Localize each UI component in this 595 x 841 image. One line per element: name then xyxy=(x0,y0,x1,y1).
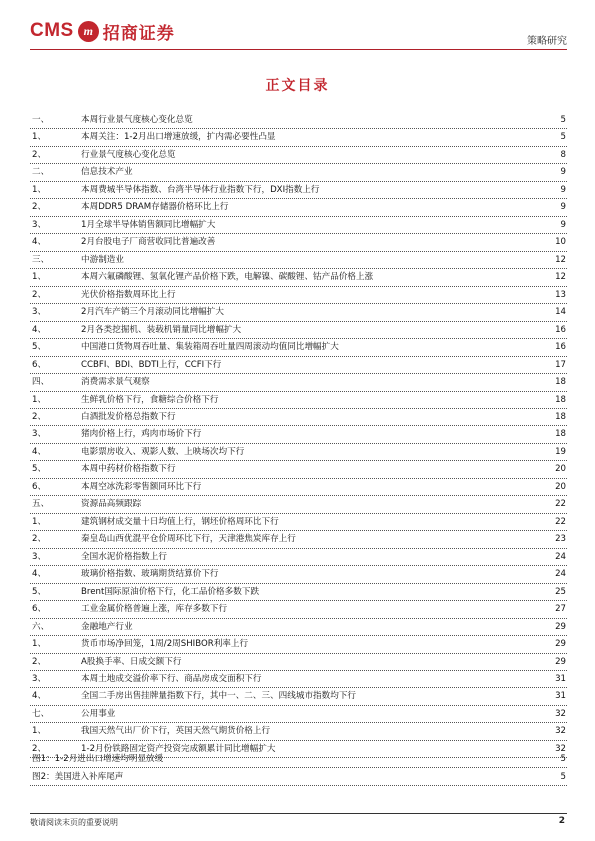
toc-entry-number: 六、 xyxy=(32,621,50,632)
toc-entry[interactable] xyxy=(30,252,567,269)
toc-entry-number: 4、 xyxy=(32,324,47,335)
figure-entry-page: 5 xyxy=(560,772,566,782)
toc-entry-page: 12 xyxy=(555,272,566,283)
toc-entry-title: 电影票房收入、观影人数、上映场次均下行 xyxy=(81,446,245,457)
toc-entry-page: 24 xyxy=(555,569,566,580)
toc-entry-title: 我国天然气出厂价下行，英国天然气期货价格上行 xyxy=(81,726,271,737)
toc-entry-number: 4、 xyxy=(32,691,47,702)
toc-entry[interactable] xyxy=(30,566,567,583)
toc-entry-title: A股换手率、日成交额下行 xyxy=(81,656,182,667)
footer-divider xyxy=(30,813,567,814)
toc-entry[interactable] xyxy=(30,723,567,740)
toc-entry-page: 32 xyxy=(555,726,566,737)
toc-entry-number: 2、 xyxy=(32,411,47,422)
toc-entry-page: 14 xyxy=(555,307,566,318)
toc-entry[interactable] xyxy=(30,234,567,251)
toc-entry-title: 货币市场净回笼，1周/2周SHIBOR利率上行 xyxy=(81,639,249,650)
figure-entry-title: 图2：美国进入补库尾声 xyxy=(32,772,124,782)
toc-entry-title: 本周DDR5 DRAM存储器价格环比上行 xyxy=(81,202,229,213)
toc-entry-number: 三、 xyxy=(32,254,50,265)
toc-entry-title: 本周行业景气度核心变化总览 xyxy=(81,115,193,125)
toc-entry-page: 8 xyxy=(560,149,566,160)
toc-entry-number: 3、 xyxy=(32,307,47,318)
toc-entry-title: 本周费城半导体指数、台湾半导体行业指数下行，DXI指数上行 xyxy=(81,184,320,195)
toc-entry-page: 32 xyxy=(555,708,566,719)
toc-entry[interactable] xyxy=(30,461,567,478)
toc-entry-page: 20 xyxy=(555,481,566,492)
toc-entry-number: 2、 xyxy=(32,289,47,300)
toc-entry-page: 13 xyxy=(555,289,566,300)
toc-entry-title: 中游制造业 xyxy=(81,254,124,265)
logo-badge-icon: m xyxy=(78,21,99,42)
toc-entry-title: 本周六氟磷酸锂、氢氧化锂产品价格下跌，电解镍、碳酸锂、钴产品价格上涨 xyxy=(81,272,374,283)
toc-entry-title: Brent国际原油价格下行，化工品价格多数下跌 xyxy=(81,586,260,597)
toc-entry-number: 1、 xyxy=(32,394,47,405)
toc-entry-title: 全国水泥价格指数上行 xyxy=(81,551,167,562)
toc-entry-number: 1、 xyxy=(32,132,47,143)
toc-entry-title: 2月汽车产销三个月滚动同比增幅扩大 xyxy=(81,307,224,318)
page-title: 正文目录 xyxy=(265,78,330,94)
toc-entry[interactable] xyxy=(30,217,567,234)
toc-entry-title: 资源品高频跟踪 xyxy=(81,499,142,510)
toc-entry-title: 白酒批发价格总指数下行 xyxy=(81,411,176,422)
toc-entry-number: 6、 xyxy=(32,481,47,492)
toc-entry-number: 1、 xyxy=(32,639,47,650)
toc-entry-title: 秦皇岛山西优混平仓价周环比下行，天津港焦炭库存上行 xyxy=(81,534,296,545)
toc-entry-number: 3、 xyxy=(32,674,47,684)
toc-entry-number: 五、 xyxy=(32,499,50,510)
toc-entry-page: 20 xyxy=(555,464,566,475)
toc-entry-number: 4、 xyxy=(32,569,47,580)
toc-entry-title: 2月各类挖掘机、装载机销量同比增幅扩大 xyxy=(81,324,242,335)
toc-entry-page: 9 xyxy=(560,184,566,195)
toc-entry-page: 31 xyxy=(555,674,566,684)
page-number: 2 xyxy=(558,816,565,826)
toc-entry-title: 中国港口货物周吞吐量、集装箱周吞吐量四周滚动均值同比增幅扩大 xyxy=(81,342,339,353)
toc-entry-number: 2、 xyxy=(32,656,47,667)
toc-entry[interactable] xyxy=(30,531,567,548)
toc-entry[interactable] xyxy=(30,636,567,653)
toc-entry-page: 9 xyxy=(560,167,566,178)
toc-entry[interactable] xyxy=(30,654,567,671)
toc-entry-number: 七、 xyxy=(32,708,50,719)
toc-entry-page: 23 xyxy=(555,534,566,545)
toc-entry[interactable] xyxy=(30,147,567,164)
toc-entry-title: 行业景气度核心变化总览 xyxy=(81,149,176,160)
toc-entry-page: 22 xyxy=(555,499,566,510)
toc-entry-title: 玻璃价格指数、玻璃期货结算价下行 xyxy=(81,569,219,580)
toc-entry-title: 金融地产行业 xyxy=(81,621,133,632)
toc-entry-title: 建筑钢材成交量十日均值上行，钢坯价格周环比下行 xyxy=(81,516,279,527)
figure-entry-title: 图1：1-2月进出口增速均明显放缓 xyxy=(32,754,164,764)
toc-entry[interactable] xyxy=(30,304,567,321)
toc-entry[interactable] xyxy=(30,409,567,426)
toc-entry[interactable] xyxy=(30,164,567,181)
logo-cms-text: CMS xyxy=(30,20,74,41)
toc-entry-page: 12 xyxy=(555,254,566,265)
toc-entry-number: 1、 xyxy=(32,516,47,527)
toc-entry-page: 18 xyxy=(555,394,566,405)
toc-entry-page: 24 xyxy=(555,551,566,562)
toc-entry-title: 2月台股电子厂商营收同比普遍改善 xyxy=(81,237,216,248)
footer-disclaimer: 敬请阅读末页的重要说明 xyxy=(30,818,118,827)
toc-entry-page: 9 xyxy=(560,219,566,230)
toc-entry-page: 16 xyxy=(555,324,566,335)
toc-entry-title: 工业金属价格普遍上涨，库存多数下行 xyxy=(81,604,228,615)
toc-entry-number: 2、 xyxy=(32,202,47,213)
toc-entry-title: 生鲜乳价格下行，食糖综合价格下行 xyxy=(81,394,219,405)
toc-entry[interactable] xyxy=(30,357,567,374)
toc-entry-number: 1、 xyxy=(32,726,47,737)
toc-entry-page: 29 xyxy=(555,639,566,650)
toc-entry-title: CCBFI、BDI、BDTI上行，CCFI下行 xyxy=(81,359,222,370)
toc-entry[interactable] xyxy=(30,549,567,566)
toc-entry[interactable] xyxy=(30,514,567,531)
toc-entry-title: 本周关注：1-2月出口增速放缓，扩内需必要性凸显 xyxy=(81,132,276,143)
toc-entry-number: 2、 xyxy=(32,743,47,754)
toc-entry-number: 1、 xyxy=(32,272,47,283)
toc-entry-number: 3、 xyxy=(32,551,47,562)
logo-company-name: 招商证券 xyxy=(102,23,175,44)
figure-entry-page: 5 xyxy=(560,754,566,764)
toc-entry-title: 光伏价格指数周环比上行 xyxy=(81,289,176,300)
toc-entry[interactable] xyxy=(30,601,567,618)
toc-entry-title: 1月全球半导体销售额同比增幅扩大 xyxy=(81,219,216,230)
toc-entry[interactable] xyxy=(30,706,567,723)
toc-entry[interactable] xyxy=(30,269,567,286)
toc-entry-page: 5 xyxy=(560,132,566,143)
toc-entry-title: 1-2月份铁路固定资产投资完成额累计同比增幅扩大 xyxy=(81,743,276,754)
toc-entry-number: 5、 xyxy=(32,342,47,353)
toc-entry[interactable] xyxy=(30,199,567,216)
toc-entry-title: 本周土地成交溢价率下行、商品房成交面积下行 xyxy=(81,674,262,684)
toc-entry-page: 29 xyxy=(555,621,566,632)
toc-entry[interactable] xyxy=(30,688,567,705)
toc-entry-page: 32 xyxy=(555,743,566,754)
toc-entry-number: 3、 xyxy=(32,429,47,440)
toc-entry[interactable] xyxy=(30,374,567,391)
toc-entry-page: 19 xyxy=(555,446,566,457)
toc-entry-page: 5 xyxy=(560,115,566,125)
toc-entry-number: 6、 xyxy=(32,604,47,615)
toc-entry-page: 9 xyxy=(560,202,566,213)
toc-entry[interactable] xyxy=(30,426,567,443)
toc-entry-page: 27 xyxy=(555,604,566,615)
company-logo xyxy=(30,18,175,44)
toc-entry-page: 31 xyxy=(555,691,566,702)
toc-entry-page: 18 xyxy=(555,377,566,388)
figure-entry[interactable] xyxy=(30,750,567,768)
toc-entry-page: 18 xyxy=(555,411,566,422)
toc-entry[interactable] xyxy=(30,671,567,688)
toc-entry-number: 6、 xyxy=(32,359,47,370)
toc-entry-title: 猪肉价格上行，鸡肉市场价下行 xyxy=(81,429,202,440)
toc-entry[interactable] xyxy=(30,339,567,356)
toc-entry-number: 二、 xyxy=(32,167,50,178)
toc-entry-page: 25 xyxy=(555,586,566,597)
toc-entry[interactable] xyxy=(30,287,567,304)
toc-entry-page: 10 xyxy=(555,237,566,248)
toc-entry[interactable] xyxy=(30,619,567,636)
toc-entry[interactable] xyxy=(30,584,567,601)
department-label: 策略研究 xyxy=(527,36,567,47)
toc-entry-title: 本周空冰洗彩零售额同环比下行 xyxy=(81,481,202,492)
toc-entry-title: 消费需求景气观察 xyxy=(81,377,150,388)
header-divider xyxy=(30,49,567,50)
page-header xyxy=(30,18,567,48)
toc-entry-title: 信息技术产业 xyxy=(81,167,133,178)
toc-entry-number: 2、 xyxy=(32,534,47,545)
toc-entry-page: 22 xyxy=(555,516,566,527)
toc-entry[interactable] xyxy=(30,479,567,496)
toc-entry-title: 全国二手房出售挂牌量指数下行，其中一、二、三、四线城市指数均下行 xyxy=(81,691,357,702)
table-of-contents xyxy=(30,112,567,758)
toc-entry[interactable] xyxy=(30,182,567,199)
toc-entry[interactable] xyxy=(30,129,567,146)
toc-entry-number: 4、 xyxy=(32,237,47,248)
toc-entry-number: 四、 xyxy=(32,377,50,388)
toc-entry[interactable] xyxy=(30,392,567,409)
toc-entry-page: 16 xyxy=(555,342,566,353)
toc-entry-number: 2、 xyxy=(32,149,47,160)
toc-entry-number: 一、 xyxy=(32,115,50,125)
toc-entry-page: 17 xyxy=(555,359,566,370)
toc-entry-title: 公用事业 xyxy=(81,708,116,719)
toc-entry[interactable] xyxy=(30,496,567,513)
figure-entry[interactable] xyxy=(30,768,567,786)
toc-entry-number: 1、 xyxy=(32,184,47,195)
toc-entry-number: 4、 xyxy=(32,446,47,457)
toc-entry[interactable] xyxy=(30,444,567,461)
toc-entry[interactable] xyxy=(30,112,567,129)
toc-entry-title: 本周中药材价格指数下行 xyxy=(81,464,176,475)
toc-entry-page: 29 xyxy=(555,656,566,667)
toc-entry[interactable] xyxy=(30,322,567,339)
toc-entry-number: 5、 xyxy=(32,586,47,597)
toc-entry-page: 18 xyxy=(555,429,566,440)
figure-list xyxy=(30,750,567,786)
toc-entry-number: 3、 xyxy=(32,219,47,230)
toc-entry-number: 5、 xyxy=(32,464,47,475)
